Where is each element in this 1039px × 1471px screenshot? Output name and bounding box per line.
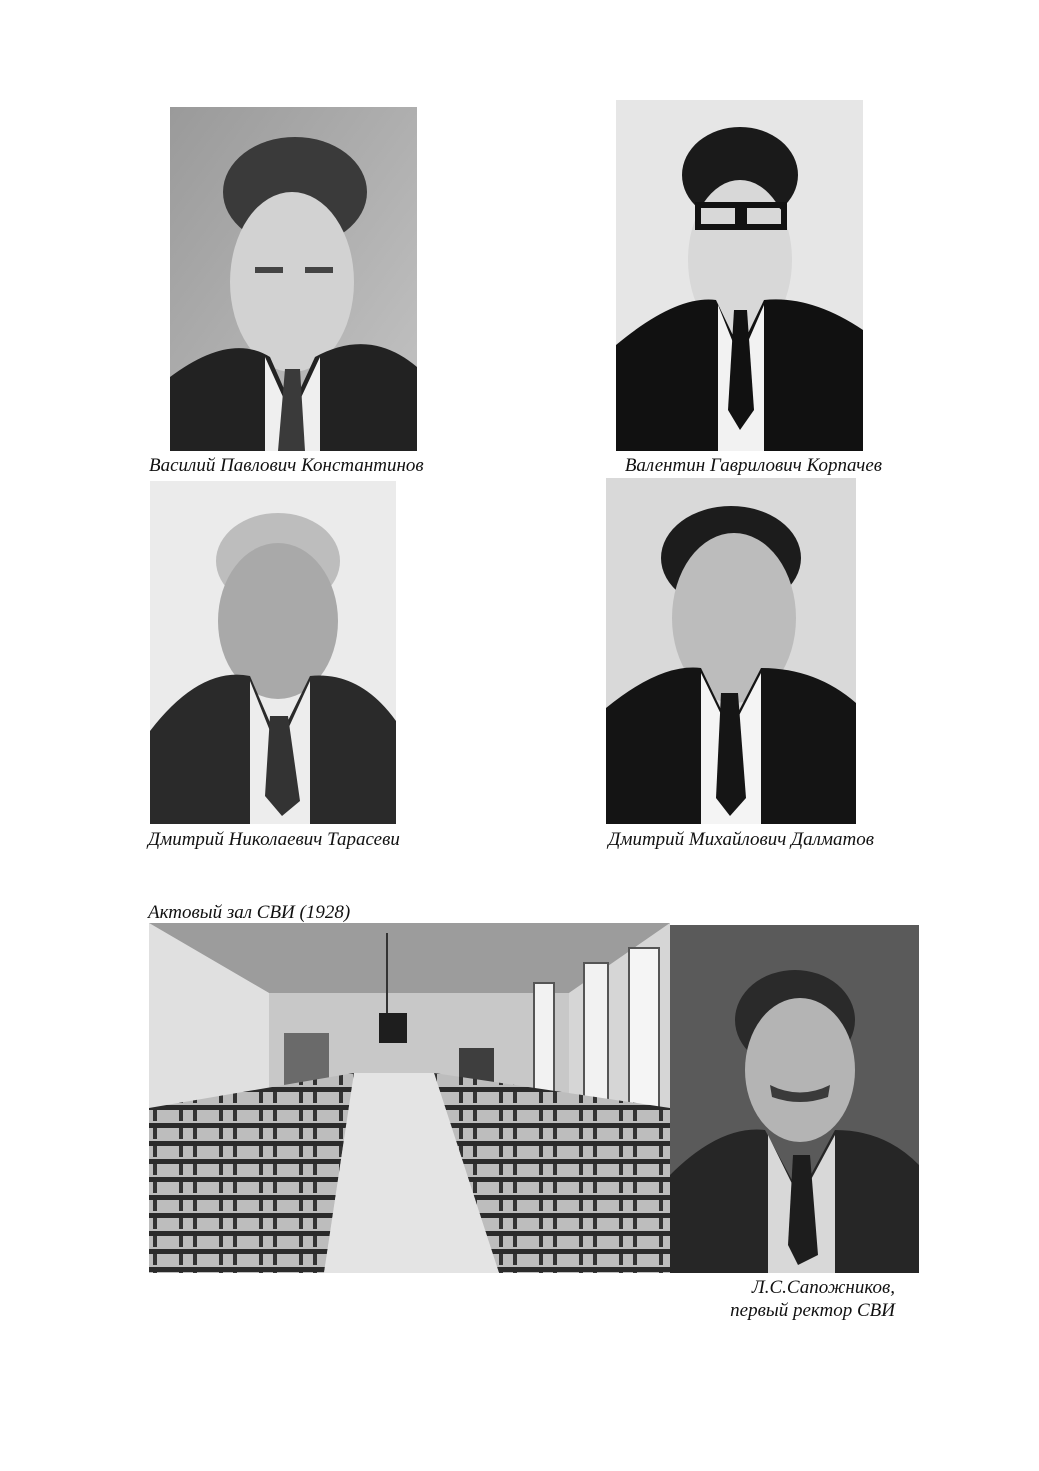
caption-rector-line1: Л.С.Сапожников, bbox=[751, 1277, 895, 1298]
portrait-photo-konstantinov bbox=[170, 107, 417, 451]
caption-tarasevich: Дмитрий Николаевич Тарасеви bbox=[148, 829, 400, 850]
hall-photo bbox=[149, 923, 670, 1273]
caption-dalmatov: Дмитрий Михайлович Далматов bbox=[608, 829, 874, 850]
rector-portrait-photo bbox=[670, 925, 919, 1273]
caption-konstantinov: Василий Павлович Константинов bbox=[149, 455, 424, 476]
caption-korpachev: Валентин Гаврилович Корпачев bbox=[624, 455, 882, 476]
portrait-photo-tarasevich bbox=[150, 481, 396, 824]
portrait-photo-korpachev bbox=[616, 100, 863, 451]
caption-rector bbox=[640, 1277, 895, 1323]
caption-rector-line2: первый ректор СВИ bbox=[730, 1299, 895, 1321]
caption-hall: Актовый зал СВИ (1928) bbox=[148, 902, 351, 923]
portrait-photo-dalmatov bbox=[606, 478, 856, 824]
